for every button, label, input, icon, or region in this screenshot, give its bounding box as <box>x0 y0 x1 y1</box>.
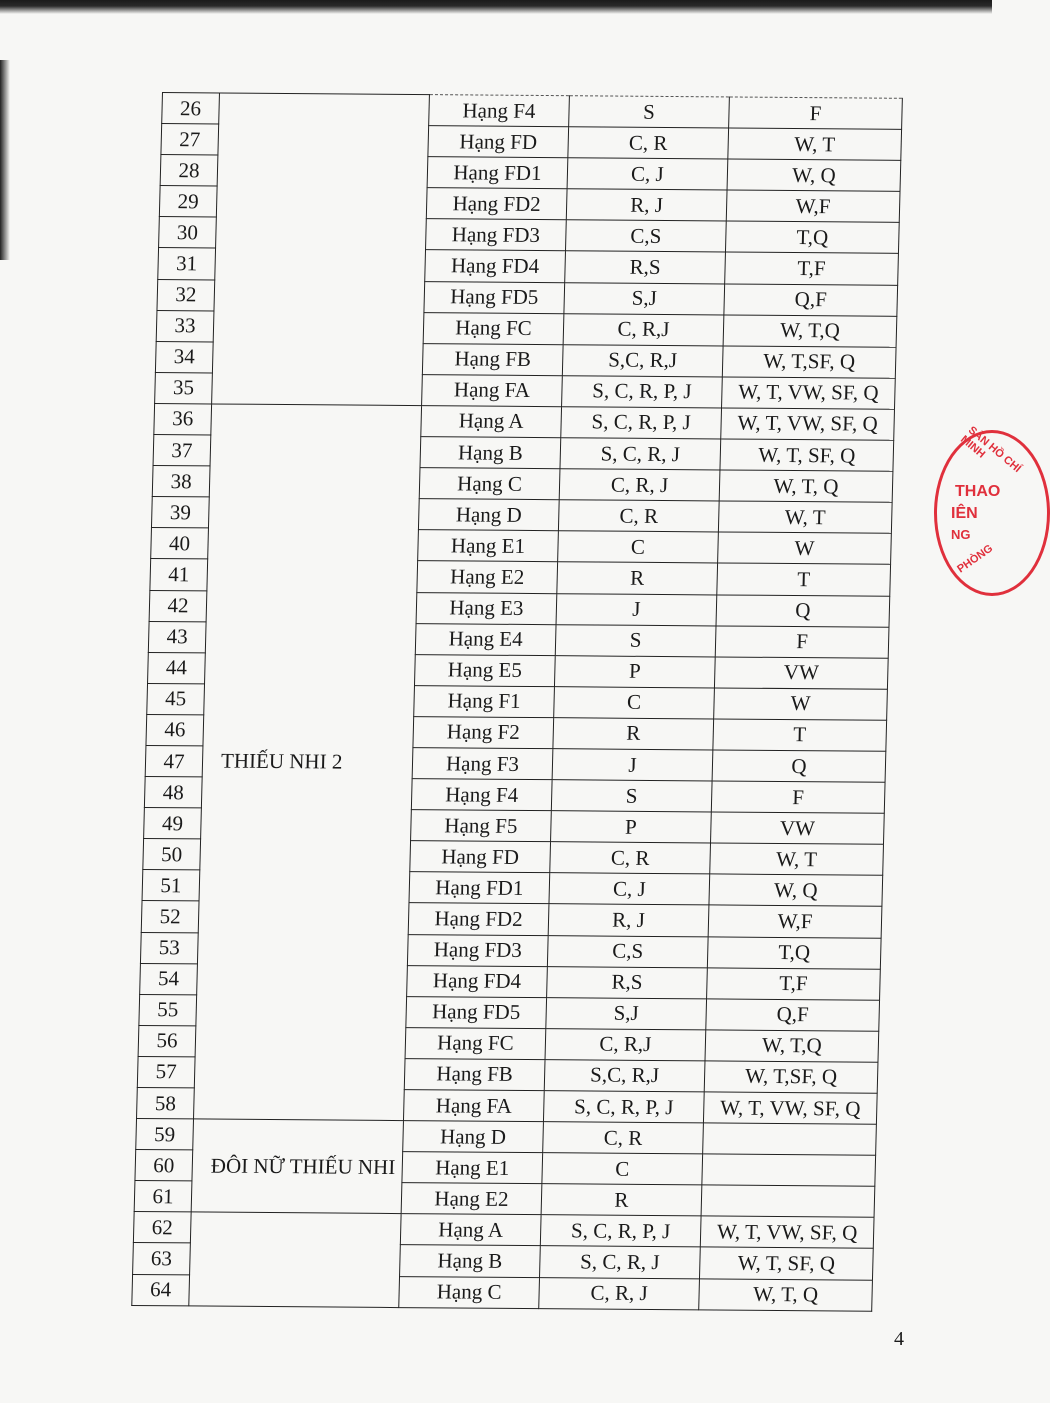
event-code-cell: C, R,J <box>563 313 724 345</box>
event-code-cell: S,J <box>546 997 707 1029</box>
row-number: 40 <box>151 528 209 560</box>
table-row <box>162 93 903 130</box>
row-number: 58 <box>137 1087 195 1119</box>
event-code-cell: P <box>554 655 715 687</box>
category-cell: Hạng FD <box>410 841 551 873</box>
category-cell: Hạng FD5 <box>424 281 565 313</box>
event-code-cell-2: Q,F <box>724 284 898 316</box>
category-cell: Hạng C <box>419 468 560 500</box>
category-cell: Hạng E4 <box>415 623 556 655</box>
group-label: ĐÔI NỮ THIẾU NHI <box>191 1119 403 1214</box>
row-number: 35 <box>155 372 213 404</box>
category-cell: Hạng FA <box>422 374 563 406</box>
event-code-cell-2: W, Q <box>709 874 883 906</box>
category-cell: Hạng FD1 <box>427 157 568 189</box>
event-code-cell: C, R <box>558 500 719 532</box>
row-number: 61 <box>134 1181 192 1213</box>
event-code-cell: S,J <box>564 282 725 314</box>
event-code-cell: S, C, R, P, J <box>540 1215 701 1247</box>
category-cell: Hạng FD <box>428 126 569 158</box>
category-cell: Hạng FD3 <box>426 219 567 251</box>
event-code-cell: R,S <box>547 966 708 998</box>
row-number: 32 <box>157 279 215 311</box>
event-code-cell: S <box>555 624 716 656</box>
stamp-text: IÊN <box>951 505 978 522</box>
event-code-cell-2: W, T, VW, SF, Q <box>703 1092 877 1124</box>
table-row <box>136 1119 877 1156</box>
row-number: 51 <box>142 870 200 902</box>
row-number: 41 <box>150 559 208 591</box>
event-code-cell-2: T <box>717 563 891 595</box>
category-cell: Hạng C <box>399 1276 540 1309</box>
stamp-text: THAO <box>955 483 1001 500</box>
event-code-cell: S, C, R, P, J <box>562 376 723 408</box>
category-cell: Hạng A <box>400 1214 541 1246</box>
stamp-text: NG <box>951 527 971 542</box>
table-row <box>154 403 895 440</box>
event-code-cell: S, C, R, P, J <box>561 407 722 439</box>
row-number: 59 <box>136 1119 194 1151</box>
event-code-cell-2: T,F <box>725 252 899 284</box>
event-code-cell: C <box>542 1153 703 1185</box>
category-cell: Hạng F2 <box>413 716 554 748</box>
event-code-cell-2: W, T,Q <box>723 315 897 347</box>
row-number: 28 <box>160 155 218 187</box>
category-cell: Hạng FD4 <box>407 965 548 997</box>
event-code-cell-2: Q <box>712 750 886 782</box>
category-cell: Hạng E5 <box>414 654 555 686</box>
event-code-cell-2: Q <box>716 594 890 626</box>
stamp-text: SẢN HỒ CHÍ MINH <box>958 424 1024 476</box>
row-number: 29 <box>159 186 217 218</box>
row-number: 57 <box>137 1056 195 1088</box>
red-stamp <box>934 424 1050 596</box>
row-number: 63 <box>133 1243 191 1275</box>
category-cell: Hạng F1 <box>414 685 555 717</box>
row-number: 60 <box>135 1150 193 1182</box>
row-number: 26 <box>162 93 220 125</box>
category-cell: Hạng E1 <box>418 530 559 562</box>
event-code-cell-2: W, T <box>710 843 884 875</box>
event-code-cell-2: VW <box>714 657 888 689</box>
category-cell: Hạng F4 <box>429 95 570 127</box>
category-cell: Hạng B <box>420 437 561 469</box>
event-code-cell-2 <box>701 1185 875 1217</box>
event-code-cell: C, J <box>567 158 728 190</box>
row-number: 56 <box>138 1025 196 1057</box>
event-code-cell-2: T,Q <box>707 936 881 968</box>
event-code-cell-2: VW <box>711 812 885 844</box>
event-code-cell-2: W, T, Q <box>699 1278 873 1311</box>
event-code-cell: P <box>551 811 712 843</box>
row-number: 64 <box>132 1274 190 1306</box>
category-cell: Hạng FC <box>423 312 564 344</box>
category-cell: Hạng E1 <box>402 1152 543 1184</box>
event-code-cell: C, J <box>549 873 710 905</box>
category-cell: Hạng D <box>418 499 559 531</box>
row-number: 54 <box>140 963 198 995</box>
page-number: 4 <box>894 1328 904 1350</box>
category-cell: Hạng FD1 <box>409 872 550 904</box>
table-row <box>133 1212 874 1249</box>
event-code-cell-2: T,Q <box>725 221 899 253</box>
row-number: 42 <box>149 590 207 622</box>
event-code-cell-2: T <box>713 719 887 751</box>
table-body <box>132 93 903 1312</box>
category-cell: Hạng FD5 <box>406 996 547 1028</box>
category-cell: Hạng E3 <box>416 592 557 624</box>
event-code-cell-2: W,F <box>726 190 900 222</box>
event-code-cell-2: F <box>729 97 903 129</box>
event-code-cell-2: W, T,Q <box>705 1030 879 1062</box>
event-code-cell: C, R, J <box>559 469 720 501</box>
event-code-cell-2 <box>703 1123 877 1155</box>
category-cell: Hạng A <box>421 406 562 438</box>
row-number: 38 <box>152 466 210 498</box>
row-number: 47 <box>145 745 203 777</box>
event-code-cell: R <box>557 562 718 594</box>
event-code-cell: R <box>553 718 714 750</box>
category-cell: Hạng FD2 <box>426 188 567 220</box>
category-table <box>131 92 903 1312</box>
event-code-cell-2: W, T,SF, Q <box>704 1061 878 1093</box>
row-number: 39 <box>151 497 209 529</box>
table-wrapper <box>131 92 902 1312</box>
event-code-cell-2: W, T, SF, Q <box>720 439 894 471</box>
event-code-cell: J <box>556 593 717 625</box>
row-number: 62 <box>133 1212 191 1244</box>
category-cell: Hạng D <box>403 1121 544 1153</box>
scan-edge-shadow <box>0 0 992 14</box>
event-code-cell-2: W <box>718 532 892 564</box>
category-cell: Hạng F4 <box>411 779 552 811</box>
event-code-cell-2: F <box>711 781 885 813</box>
event-code-cell: C <box>558 531 719 563</box>
scan-edge-shadow-left <box>0 60 10 260</box>
row-number: 50 <box>143 839 201 871</box>
row-number: 49 <box>144 808 202 840</box>
row-number: 55 <box>139 994 197 1026</box>
category-cell: Hạng FB <box>404 1058 545 1090</box>
event-code-cell: S, C, R, J <box>560 438 721 470</box>
row-number: 44 <box>148 652 206 684</box>
category-cell: Hạng F3 <box>412 748 553 780</box>
category-cell: Hạng FC <box>405 1027 546 1059</box>
category-cell: Hạng F5 <box>411 810 552 842</box>
row-number: 48 <box>144 777 202 809</box>
event-code-cell: R, J <box>548 904 709 936</box>
row-number: 27 <box>161 124 219 156</box>
event-code-cell-2: W,F <box>708 905 882 937</box>
event-code-cell-2: W, T, VW, SF, Q <box>721 408 895 440</box>
group-label <box>189 1212 401 1307</box>
event-code-cell-2: Q,F <box>706 999 880 1031</box>
category-cell: Hạng FD3 <box>407 934 548 966</box>
event-code-cell: S <box>551 780 712 812</box>
event-code-cell-2: W, T, VW, SF, Q <box>722 377 896 409</box>
event-code-cell-2: W, T <box>718 501 892 533</box>
group-label <box>212 93 430 406</box>
category-cell: Hạng FD2 <box>408 903 549 935</box>
event-code-cell-2: F <box>715 626 889 658</box>
row-number: 31 <box>158 248 216 280</box>
event-code-cell-2: W, Q <box>727 159 901 191</box>
event-code-cell-2: W <box>714 688 888 720</box>
event-code-cell: S <box>569 96 730 128</box>
event-code-cell-2: W, T,SF, Q <box>722 346 896 378</box>
event-code-cell: C, R,J <box>545 1028 706 1060</box>
event-code-cell: C <box>554 686 715 718</box>
event-code-cell: S,C, R,J <box>562 344 723 376</box>
row-number: 53 <box>140 932 198 964</box>
event-code-cell: C, R <box>543 1122 704 1154</box>
event-code-cell: C,S <box>565 220 726 252</box>
event-code-cell: C,S <box>547 935 708 967</box>
event-code-cell: R <box>541 1184 702 1216</box>
event-code-cell: C, R <box>550 842 711 874</box>
event-code-cell-2: W, T, VW, SF, Q <box>700 1216 874 1248</box>
category-cell: Hạng B <box>400 1245 541 1277</box>
event-code-cell: S,C, R,J <box>544 1060 705 1092</box>
category-cell: Hạng FD4 <box>425 250 566 282</box>
group-label: THIẾU NHI 2 <box>194 404 422 1121</box>
row-number: 52 <box>141 901 199 933</box>
stamp-text: PHÒNG <box>955 542 996 576</box>
category-cell: Hạng E2 <box>417 561 558 593</box>
event-code-cell-2: W, T <box>728 128 902 160</box>
row-number: 45 <box>147 683 205 715</box>
row-number: 36 <box>154 403 212 435</box>
row-number: 37 <box>153 435 211 467</box>
event-code-cell-2: W, T, SF, Q <box>699 1247 873 1279</box>
event-code-cell-2: T,F <box>707 968 881 1000</box>
event-code-cell-2 <box>702 1154 876 1186</box>
category-cell: Hạng E2 <box>401 1183 542 1215</box>
event-code-cell: C, R, J <box>539 1277 700 1310</box>
event-code-cell: C, R <box>568 127 729 159</box>
row-number: 46 <box>146 714 204 746</box>
row-number: 43 <box>148 621 206 653</box>
event-code-cell: S, C, R, J <box>540 1246 701 1278</box>
event-code-cell-2: W, T, Q <box>719 470 893 502</box>
event-code-cell: S, C, R, P, J <box>543 1091 704 1123</box>
category-cell: Hạng FA <box>403 1090 544 1122</box>
event-code-cell: R, J <box>566 189 727 221</box>
event-code-cell: J <box>552 749 713 781</box>
row-number: 33 <box>156 310 214 342</box>
row-number: 34 <box>155 341 213 373</box>
event-code-cell: R,S <box>565 251 726 283</box>
row-number: 30 <box>159 217 217 249</box>
category-cell: Hạng FB <box>422 343 563 375</box>
